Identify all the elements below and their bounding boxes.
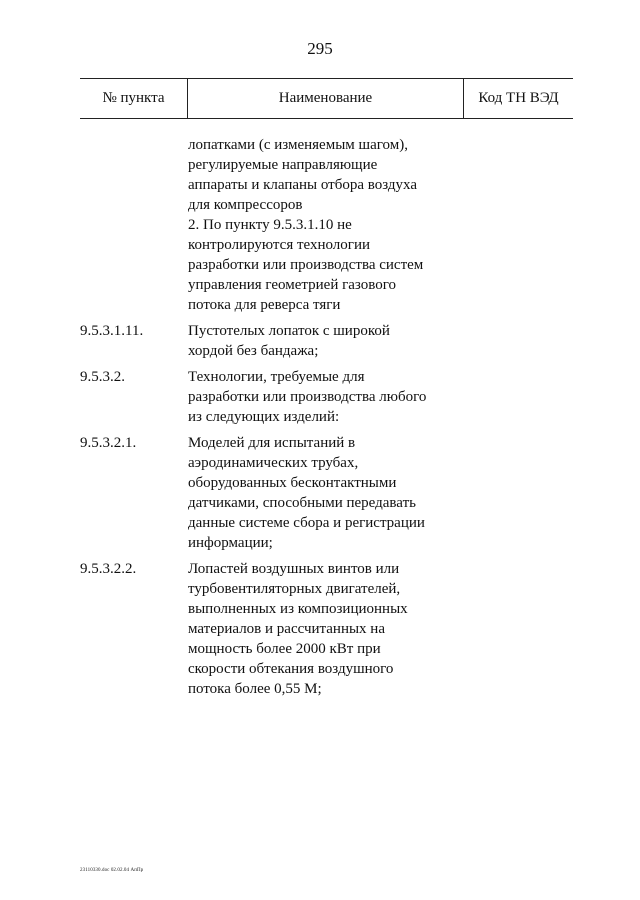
description-line: информации; [188, 535, 273, 551]
description-line: выполненных из композиционных [188, 601, 408, 617]
description-line: лопатками (с изменяемым шагом), [188, 137, 408, 153]
table-row [80, 367, 573, 427]
description-line: разработки или производства систем [188, 257, 424, 273]
item-description [188, 135, 458, 315]
header-name: Наименование [278, 90, 373, 106]
description-line: контролируются технологии [188, 237, 370, 253]
table-row [80, 321, 573, 361]
description-line: оборудованных бесконтактными [188, 475, 397, 491]
item-number: 9.5.3.2.1. [80, 435, 137, 451]
table-row [80, 559, 573, 699]
description-line: Лопастей воздушных винтов или [188, 561, 400, 577]
description-line: управления геометрией газового [188, 277, 397, 293]
table-header [80, 78, 573, 119]
description-line: данные системе сбора и регистрации [188, 515, 425, 531]
item-number [80, 135, 188, 315]
description-line: потока более 0,55 М; [188, 681, 322, 697]
header-code: Код ТН ВЭД [478, 90, 559, 106]
table-row [80, 135, 573, 315]
description-line: для компрессоров [188, 197, 303, 213]
description-line: хордой без бандажа; [188, 343, 319, 359]
item-number: 9.5.3.2.2. [80, 561, 137, 577]
description-line: мощность более 2000 кВт при [188, 641, 381, 657]
description-line: регулируемые направляющие [188, 157, 378, 173]
table-body [80, 135, 573, 705]
description-line: скорости обтекания воздушного [188, 661, 394, 677]
description-line: аэродинамических трубах, [188, 455, 359, 471]
item-number: 9.5.3.2. [80, 369, 125, 385]
item-description [188, 433, 458, 553]
footer-file-note: 23110330.doc 02.02.04 АпПр [80, 868, 144, 873]
item-number: 9.5.3.1.11. [80, 323, 144, 339]
description-line: Моделей для испытаний в [188, 435, 356, 451]
header-item-number: № пункта [102, 90, 165, 106]
item-description [188, 367, 458, 427]
description-line: разработки или производства любого [188, 389, 427, 405]
description-line: Технологии, требуемые для [188, 369, 365, 385]
description-line: 2. По пункту 9.5.3.1.10 не [188, 217, 352, 233]
description-line: из следующих изделий: [188, 409, 340, 425]
description-line: потока для реверса тяги [188, 297, 341, 313]
item-description [188, 559, 458, 699]
page-number: 295 [307, 39, 333, 58]
table-row [80, 433, 573, 553]
description-line: датчиками, способными передавать [188, 495, 416, 511]
description-line: аппараты и клапаны отбора воздуха [188, 177, 417, 193]
item-description [188, 321, 458, 361]
description-line: турбовентиляторных двигателей, [188, 581, 401, 597]
description-line: Пустотелых лопаток с широкой [188, 323, 390, 339]
description-line: материалов и рассчитанных на [188, 621, 385, 637]
